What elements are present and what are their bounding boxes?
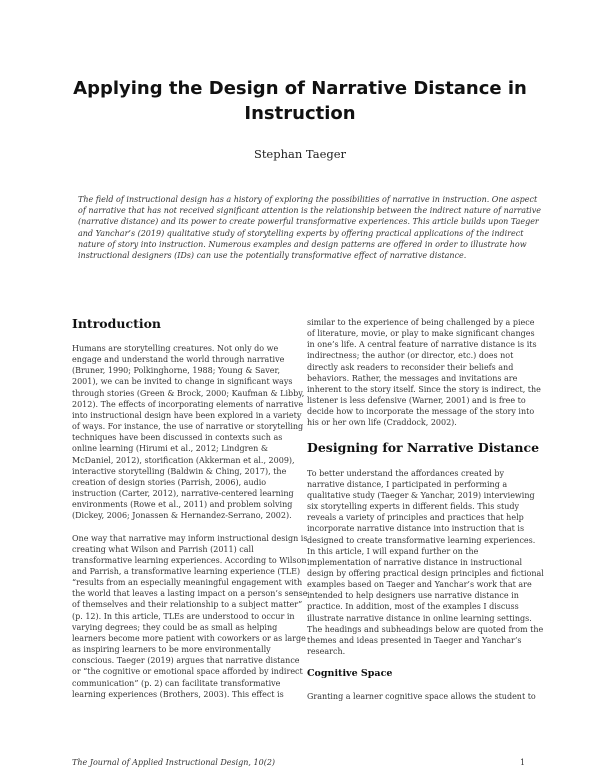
text-line: research. — [307, 647, 346, 657]
text-line: (Dickey, 2006; Jonassen & Hernandez-Serrano, 2002). — [72, 511, 292, 521]
text-line: environments (Rowe et al., 2011) and problem solving — [72, 500, 293, 510]
text-line: 2012). The effects of incorporating elements of narrative — [72, 399, 304, 409]
page-number: 1 — [520, 758, 526, 767]
text-line: engage and understand the world through narrative — [72, 355, 285, 365]
text-line: implementation of narrative distance in instructional — [307, 557, 523, 567]
text-line: his or her own life (Craddock, 2002). — [307, 418, 457, 428]
text-line: examples based on Taeger and Yanchar’s work that are — [307, 580, 532, 590]
subheading-cognitive-space: Cognitive Space — [307, 668, 393, 680]
text-line: listener is less defensive (Warner, 2001) and is free to — [307, 396, 526, 406]
text-line: instruction (Carter, 2012), narrative-centered learning — [72, 489, 294, 499]
text-line: the world that leaves a lasting impact on a person’s sense — [72, 589, 308, 599]
text-line: narrative distance, I participated in performing a — [307, 479, 508, 489]
left-column — [72, 316, 308, 700]
text-line: behaviors. Rather, the messages and invitations are — [307, 373, 518, 383]
abstract-line: (narrative distance) and its power to create powerful transformative experiences. This article builds upon Taeger — [78, 217, 539, 227]
text-line: The headings and subheadings below are quoted from the — [307, 624, 544, 634]
text-line: six storytelling experts in different fields. This study — [307, 502, 519, 512]
text-line: Humans are storytelling creatures. Not only do we — [72, 344, 279, 353]
intro-paragraph-2 — [72, 533, 308, 700]
text-line: of literature, movie, or play to make significant changes — [307, 329, 535, 339]
text-line: of ways. For instance, the use of narrative or storytelling — [72, 422, 304, 432]
text-line: varying degrees; they could be as small as helping — [72, 622, 278, 632]
text-line: qualitative study (Taeger & Yanchar, 2019) interviewing — [307, 490, 535, 500]
text-line: To better understand the affordances created by — [307, 468, 505, 478]
text-line: transformative learning experiences. According to Wilson — [72, 555, 307, 565]
text-line: creating what Wilson and Parrish (2011) call — [72, 544, 254, 554]
text-line: indirectness; the author (or director, etc.) does not — [307, 351, 514, 361]
text-line: design by offering practical design principles and fictional — [307, 568, 544, 578]
text-line: conscious. Taeger (2019) argues that narrative distance — [72, 656, 300, 666]
text-line: as inspiring learners to be more environmentally — [72, 645, 271, 655]
title-line-2: Instruction — [244, 103, 356, 124]
text-line: reveals a variety of principles and practices that help — [307, 513, 524, 523]
text-line: interactive storytelling (Baldwin & Ching, 2017), the — [72, 466, 287, 476]
text-line: Granting a learner cognitive space allows the student to — [307, 692, 536, 702]
text-line: themes and ideas presented in Taeger and Yanchar’s — [307, 635, 522, 645]
text-line: intended to help designers use narrative distance in — [307, 591, 519, 601]
text-line: practice. In addition, most of the examples I discuss — [307, 602, 519, 612]
intro-paragraph-1 — [72, 343, 305, 522]
text-line: directly ask readers to reconsider their beliefs and — [307, 362, 514, 372]
text-line: illustrate narrative distance in online learning settings. — [307, 613, 532, 623]
text-line: online learning (Hirumi et al., 2012; Lindgren & — [72, 444, 268, 454]
text-line: similar to the experience of being challenged by a piece — [307, 318, 535, 327]
abstract — [78, 194, 541, 261]
text-line: 2001), we can be invited to change in significant ways — [72, 377, 293, 387]
text-line: learning experiences (Brothers, 2003). This effect is — [72, 689, 284, 699]
text-line: “results from an especially meaningful engagement with — [72, 578, 303, 588]
text-line: in one’s life. A central feature of narrative distance is its — [307, 340, 537, 350]
section-heading-narrative-distance: Designing for Narrative Distance — [307, 439, 540, 455]
text-line: of themselves and their relationship to a subject matter” — [72, 600, 303, 610]
author-name: Stephan Taeger — [253, 147, 347, 161]
text-line: learners become more patient with coworkers or as large — [72, 633, 306, 643]
text-line: (Bruner, 1990; Polkinghorne, 1988; Young & Saver, — [72, 366, 280, 376]
title-line-1: Applying the Design of Narrative Distance in — [73, 78, 527, 99]
right-column — [307, 317, 544, 702]
text-line: incorporate narrative distance into instruction that is — [307, 524, 525, 534]
text-line: decide how to incorporate the message of the story into — [307, 407, 535, 417]
text-line: In this article, I will expand further on the — [307, 546, 479, 556]
text-line: McDaniel, 2012), storification (Akkerman et al., 2009), — [72, 455, 295, 465]
abstract-line: The field of instructional design has a history of exploring the possibilities of narrative in instruction. One aspect — [78, 195, 538, 204]
text-line: into instructional design have been explored in a variety — [72, 410, 302, 420]
footer-journal: The Journal of Applied Instructional Design, 10(2) — [72, 758, 276, 767]
text-line: inherent to the story itself. Since the story is indirect, the — [307, 384, 541, 394]
abstract-line: of narrative that has not received significant attention is the relationship between the indirect nature of narrative — [78, 206, 541, 216]
abstract-line: nature of story into instruction. Numerous examples and design patterns are offered in order to illustrate how — [78, 239, 527, 249]
abstract-line: instructional designers (IDs) can use the potentially transformative effect of narrative distance. — [78, 251, 467, 261]
text-line: (p. 12). In this article, TLEs are understood to occur in — [72, 611, 295, 621]
abstract-line: and Yanchar’s (2019) qualitative study of storytelling experts by offering practical applications of the indirect — [78, 228, 524, 238]
text-line: techniques have been discussed in contexts such as — [72, 433, 283, 443]
article-title — [60, 76, 540, 126]
text-line: creation of design stories (Parrish, 2006), audio — [72, 477, 267, 487]
intro-paragraph-continued — [307, 317, 541, 429]
text-line: through stories (Green & Brock, 2000; Kaufman & Libby, — [72, 388, 305, 398]
design-paragraph — [307, 468, 544, 658]
text-line: and Parrish, a transformative learning experience (TLE) — [72, 566, 301, 576]
text-line: or “the cognitive or emotional space afforded by indirect — [72, 667, 303, 677]
text-line: communication” (p. 2) can facilitate transformative — [72, 678, 281, 688]
text-line: designed to create transformative learning experiences. — [307, 535, 536, 545]
text-line: One way that narrative may inform instructional design is — [72, 533, 308, 543]
section-heading-introduction: Introduction — [72, 316, 162, 331]
cognitive-space-paragraph — [307, 691, 536, 702]
